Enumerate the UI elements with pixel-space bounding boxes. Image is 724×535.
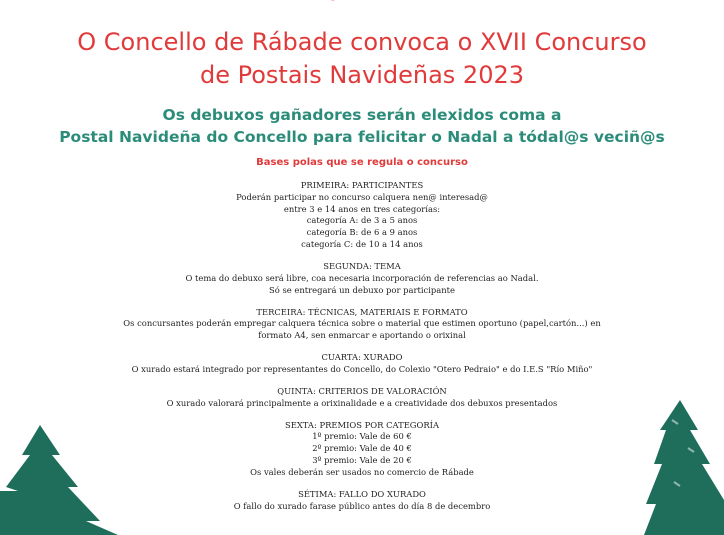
section-line: categoría C: de 10 a 14 anos — [301, 238, 423, 249]
rules-section — [110, 261, 614, 296]
section-line: formato A4, sen enmarcar e aportando o orixinal — [258, 330, 466, 341]
section-line: Poderán participar no concurso calquera nen@ interesad@ — [236, 191, 488, 202]
section-line: O xurado valorará principalmente a orixinalidade e a creatividade dos debuxos presentados — [166, 397, 558, 408]
rules-body — [110, 180, 614, 523]
section-line: O tema do debuxo será libre, coa necesaria incorporación de referencias ao Nadal. — [185, 272, 539, 283]
rules-section — [110, 420, 614, 479]
title-line-2: de Postais Navideñas 2023 — [199, 61, 524, 89]
section-heading: CUARTA: XURADO — [321, 352, 403, 363]
rules-section — [110, 307, 614, 342]
section-line: Os vales deberán ser usados no comercio de Rábade — [250, 466, 474, 477]
subtitle — [0, 104, 724, 148]
rules-section — [110, 489, 614, 513]
section-line: O xurado estará integrado por representantes do Concello, do Colexio "Otero Pedraio" e do I.E.S "Río Miño" — [131, 363, 593, 374]
section-line: Os concursantes poderán empregar calquera técnica sobre o material que estimen oportuno (papel,cartón...) en — [123, 318, 601, 329]
section-line: 2º premio: Vale de 40 € — [312, 443, 412, 454]
section-line: categoría A: de 3 a 5 anos — [306, 215, 418, 226]
christmas-tree-icon — [0, 425, 118, 535]
section-line: categoría B: de 6 a 9 anos — [306, 227, 418, 238]
section-line: entre 3 e 14 anos en tres categorías: — [283, 203, 441, 214]
christmas-tree-icon — [644, 400, 724, 535]
section-heading: PRIMEIRA: PARTICIPANTES — [300, 180, 424, 190]
section-line: 3º premio: Vale de 20 € — [312, 455, 412, 466]
rules-section — [110, 180, 614, 251]
section-line: O fallo do xurado farase público antes do día 8 de decembro — [233, 500, 491, 511]
section-line: 1º premio: Vale de 60 € — [312, 431, 412, 442]
section-heading: SEXTA: PREMIOS POR CATEGORÍA — [284, 419, 440, 430]
section-heading: QUINTA: CRITERIOS DE VALORACIÓN — [277, 385, 447, 396]
section-heading: SÉTIMA: FALLO DO XURADO — [298, 488, 426, 499]
holly-icon — [198, 0, 358, 14]
section-heading: SEGUNDA: TEMA — [323, 260, 401, 271]
title-line-1: O Concello de Rábade convoca o XVII Concurso — [77, 28, 647, 56]
section-line: Só se entregará un debuxo por participante — [269, 284, 455, 295]
bases-heading: Bases polas que se regula o concurso — [256, 157, 468, 168]
section-heading: TERCEIRA: TÉCNICAS, MATERIAIS E FORMATO — [256, 306, 468, 317]
rules-section — [110, 352, 614, 376]
rules-section — [110, 386, 614, 410]
title — [0, 26, 724, 92]
subtitle-line-2: Postal Navideña do Concello para felicitar o Nadal a tódal@s veciñ@s — [59, 128, 665, 146]
subtitle-line-1: Os debuxos gañadores serán elexidos coma a — [162, 106, 562, 124]
